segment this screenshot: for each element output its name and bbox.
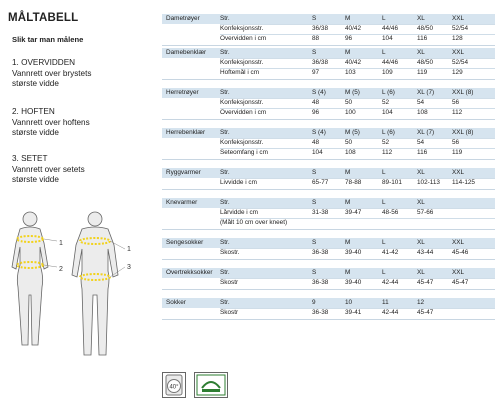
size-cell: XL xyxy=(417,239,425,246)
size-cell: 96 xyxy=(345,35,353,42)
size-cell: 36/38 xyxy=(312,59,328,66)
section-6 xyxy=(162,238,495,264)
size-cell: 39-40 xyxy=(345,279,362,286)
section-3 xyxy=(162,128,495,164)
row-label: Str. xyxy=(220,129,230,136)
row-label: Str. xyxy=(220,15,230,22)
size-cell: 48/50 xyxy=(417,59,433,66)
size-cell: S xyxy=(312,269,317,276)
size-cell: 65-77 xyxy=(312,179,329,186)
row-divider xyxy=(220,138,495,139)
size-cell: M xyxy=(345,15,351,22)
step-overvidden xyxy=(12,58,91,90)
table-row xyxy=(162,148,495,158)
table-row xyxy=(162,138,495,148)
wash-temp-text: 40° xyxy=(169,384,179,391)
size-cell: S xyxy=(312,169,317,176)
section-divider xyxy=(162,289,495,290)
section-divider xyxy=(162,229,495,230)
size-cell: 52/54 xyxy=(452,59,468,66)
size-cell: S xyxy=(312,199,317,206)
size-cell: 128 xyxy=(452,35,463,42)
section-name: Herretrøyer xyxy=(166,89,199,96)
table-row xyxy=(162,278,495,288)
size-cell: XL xyxy=(417,269,425,276)
section-header-band xyxy=(162,14,495,24)
section-header-band xyxy=(162,238,495,248)
size-cell: XL (7) xyxy=(417,89,435,96)
measurement-figures xyxy=(0,205,160,405)
size-cell: 39-40 xyxy=(345,249,362,256)
section-name: Overtrekksokker xyxy=(166,269,213,276)
table-row xyxy=(162,238,495,248)
section-name: Sokker xyxy=(166,299,186,306)
table-row xyxy=(162,208,495,218)
row-divider xyxy=(220,308,495,309)
figure-label: 2 xyxy=(59,266,63,273)
wash-40-icon xyxy=(162,372,186,398)
size-cell: 88 xyxy=(312,35,320,42)
row-label: Overvidden i cm xyxy=(220,109,267,116)
section-divider xyxy=(162,189,495,190)
step-setet xyxy=(12,154,85,186)
size-cell: 9 xyxy=(312,299,316,306)
row-label: Str. xyxy=(220,89,230,96)
section-name: Damebenklær xyxy=(166,49,207,56)
size-cell: M xyxy=(345,239,351,246)
table-row xyxy=(162,268,495,278)
section-divider xyxy=(162,159,495,160)
size-cell: 119 xyxy=(452,149,463,156)
size-cell: 54 xyxy=(417,99,425,106)
figure-label: 3 xyxy=(127,264,131,271)
row-label: (Målt 10 cm over kneet) xyxy=(220,219,288,226)
section-header-band xyxy=(162,88,495,98)
figure-label: 1 xyxy=(127,246,131,253)
section-divider xyxy=(162,79,495,80)
size-cell: 57-66 xyxy=(417,209,434,216)
size-cell: 102-113 xyxy=(417,179,440,186)
size-cell: L xyxy=(382,239,386,246)
size-cell: XXL xyxy=(452,169,465,176)
section-7 xyxy=(162,268,495,294)
section-header-band xyxy=(162,298,495,308)
section-header-band xyxy=(162,168,495,178)
eco-label-icon xyxy=(194,372,228,398)
size-cell: 56 xyxy=(452,99,460,106)
table-row xyxy=(162,108,495,118)
size-cell: 116 xyxy=(417,35,428,42)
row-label: Str. xyxy=(220,169,230,176)
size-cell: M xyxy=(345,269,351,276)
size-cell: 52 xyxy=(382,99,390,106)
size-cell: 48 xyxy=(312,139,320,146)
size-cell: L xyxy=(382,269,386,276)
size-cell: 116 xyxy=(417,149,428,156)
table-row xyxy=(162,128,495,138)
size-cell: 45-47 xyxy=(452,279,469,286)
row-label: Str. xyxy=(220,199,230,206)
table-row xyxy=(162,308,495,318)
figure-label: 1 xyxy=(59,240,63,247)
size-cell: 45-47 xyxy=(417,309,434,316)
size-cell: S (4) xyxy=(312,129,326,136)
size-cell: 52/54 xyxy=(452,25,468,32)
size-cell: 45-46 xyxy=(452,249,469,256)
table-row xyxy=(162,218,495,228)
size-cell: 97 xyxy=(312,69,320,76)
page-title: MÅLTABELL xyxy=(8,12,79,24)
row-divider xyxy=(220,218,495,219)
step-line: største vidde xyxy=(12,79,59,88)
step-line: største vidde xyxy=(12,175,59,184)
row-label: Str. xyxy=(220,49,230,56)
section-divider xyxy=(162,259,495,260)
section-5 xyxy=(162,198,495,234)
size-cell: 108 xyxy=(417,109,428,116)
row-label: Konfeksjonsstr. xyxy=(220,99,264,106)
male-figure xyxy=(72,212,118,355)
row-label: Skostr xyxy=(220,279,239,286)
size-cell: 104 xyxy=(382,109,393,116)
size-cell: L (6) xyxy=(382,129,395,136)
section-name: Ryggvarmer xyxy=(166,169,201,176)
size-cell: M xyxy=(345,169,351,176)
row-divider xyxy=(220,24,495,25)
size-cell: 52 xyxy=(382,139,390,146)
size-cell: L xyxy=(382,49,386,56)
size-cell: 78-88 xyxy=(345,179,362,186)
section-name: Dametrøyer xyxy=(166,15,200,22)
size-cell: 112 xyxy=(452,109,463,116)
row-divider xyxy=(220,98,495,99)
size-cell: 36-38 xyxy=(312,309,329,316)
size-table xyxy=(162,14,495,324)
size-cell: 40/42 xyxy=(345,25,361,32)
size-cell: S (4) xyxy=(312,89,326,96)
section-name: Herrebenklær xyxy=(166,129,206,136)
size-cell: 89-101 xyxy=(382,179,402,186)
step-hoften xyxy=(12,107,90,139)
size-cell: 48/50 xyxy=(417,25,433,32)
size-cell: 129 xyxy=(452,69,463,76)
section-name: Sengesokker xyxy=(166,239,204,246)
row-label: Hoftemål i cm xyxy=(220,69,260,76)
step-line: største vidde xyxy=(12,128,59,137)
table-row xyxy=(162,178,495,188)
table-row xyxy=(162,298,495,308)
size-cell: S xyxy=(312,239,317,246)
size-cell: 54 xyxy=(417,139,425,146)
size-cell: 96 xyxy=(312,109,320,116)
row-label: Overvidden i cm xyxy=(220,35,267,42)
row-divider xyxy=(220,178,495,179)
table-row xyxy=(162,58,495,68)
table-row xyxy=(162,88,495,98)
size-cell: 12 xyxy=(417,299,425,306)
size-cell: 42-44 xyxy=(382,309,399,316)
section-0 xyxy=(162,14,495,44)
row-divider xyxy=(220,248,495,249)
size-cell: 114-125 xyxy=(452,179,475,186)
section-name: Knevarmer xyxy=(166,199,198,206)
table-row xyxy=(162,24,495,34)
size-cell: 109 xyxy=(382,69,393,76)
row-label: Konfeksjonsstr. xyxy=(220,25,264,32)
size-cell: 104 xyxy=(312,149,323,156)
section-divider xyxy=(162,319,495,320)
size-cell: 36/38 xyxy=(312,25,328,32)
page-subtitle: Slik tar man målene xyxy=(12,35,84,44)
row-divider xyxy=(220,108,495,109)
section-1 xyxy=(162,48,495,84)
row-label: Str. xyxy=(220,239,230,246)
size-cell: XXL (8) xyxy=(452,129,474,136)
row-label: Lårvidde i cm xyxy=(220,209,259,216)
size-cell: XXL (8) xyxy=(452,89,474,96)
section-header-band xyxy=(162,48,495,58)
section-header-band xyxy=(162,198,495,208)
size-cell: 40/42 xyxy=(345,59,361,66)
size-cell: 108 xyxy=(345,149,356,156)
step-line: 2. HOFTEN xyxy=(12,107,55,116)
size-cell: 42-44 xyxy=(382,279,399,286)
row-label: Livvidde i cm xyxy=(220,179,257,186)
size-cell: XXL xyxy=(452,269,465,276)
size-cell: L (6) xyxy=(382,89,395,96)
size-cell: 36-38 xyxy=(312,279,329,286)
row-divider xyxy=(220,58,495,59)
row-label: Str. xyxy=(220,299,230,306)
size-cell: M xyxy=(345,49,351,56)
size-cell: M (5) xyxy=(345,89,360,96)
step-line: 3. SETET xyxy=(12,154,48,163)
table-row xyxy=(162,48,495,58)
section-header-band xyxy=(162,128,495,138)
row-label: Seteomfang i cm xyxy=(220,149,268,156)
size-cell: M (5) xyxy=(345,129,360,136)
size-cell: 112 xyxy=(382,149,393,156)
size-cell: XL xyxy=(417,199,425,206)
size-cell: 31-38 xyxy=(312,209,329,216)
size-cell: 119 xyxy=(417,69,428,76)
size-cell: 44/46 xyxy=(382,25,398,32)
step-line: Vannrett over setets xyxy=(12,164,85,174)
size-cell: XL xyxy=(417,169,425,176)
size-cell: XL xyxy=(417,49,425,56)
step-line: Vannrett over brystets xyxy=(12,68,92,78)
size-cell: 10 xyxy=(345,299,353,306)
size-cell: 48 xyxy=(312,99,320,106)
row-divider xyxy=(220,148,495,149)
table-row xyxy=(162,34,495,44)
size-cell: 41-42 xyxy=(382,249,399,256)
step-line: Vannrett over hoftens xyxy=(12,117,90,127)
size-cell: 39-47 xyxy=(345,209,362,216)
table-row xyxy=(162,248,495,258)
table-row xyxy=(162,68,495,78)
instructions-panel xyxy=(0,0,160,408)
size-cell: XXL xyxy=(452,239,465,246)
table-row xyxy=(162,14,495,24)
size-cell: 50 xyxy=(345,139,353,146)
section-8 xyxy=(162,298,495,324)
section-2 xyxy=(162,88,495,124)
row-divider xyxy=(220,278,495,279)
size-cell: S xyxy=(312,15,317,22)
size-cell: M xyxy=(345,199,351,206)
table-row xyxy=(162,198,495,208)
size-cell: 50 xyxy=(345,99,353,106)
size-cell: 104 xyxy=(382,35,393,42)
female-figure xyxy=(12,212,48,345)
section-4 xyxy=(162,168,495,194)
size-cell: XXL xyxy=(452,49,465,56)
size-cell: 44/46 xyxy=(382,59,398,66)
row-divider xyxy=(220,68,495,69)
size-cell: L xyxy=(382,169,386,176)
row-label: Skostr xyxy=(220,309,239,316)
size-cell: 100 xyxy=(345,109,356,116)
size-cell: XXL xyxy=(452,15,465,22)
row-label: Konfeksjonsstr. xyxy=(220,139,264,146)
size-cell: 39-41 xyxy=(345,309,362,316)
size-cell: L xyxy=(382,15,386,22)
row-label: Skostr. xyxy=(220,249,240,256)
row-divider xyxy=(220,34,495,35)
size-cell: 103 xyxy=(345,69,356,76)
step-line: 1. OVERVIDDEN xyxy=(12,58,76,67)
table-row xyxy=(162,98,495,108)
row-label: Konfeksjonsstr. xyxy=(220,59,264,66)
size-cell: 43-44 xyxy=(417,249,434,256)
size-cell: XL xyxy=(417,15,425,22)
size-cell: XL (7) xyxy=(417,129,435,136)
row-divider xyxy=(220,208,495,209)
size-cell: L xyxy=(382,199,386,206)
section-divider xyxy=(162,119,495,120)
table-row xyxy=(162,168,495,178)
size-cell: 48-56 xyxy=(382,209,399,216)
row-label: Str. xyxy=(220,269,230,276)
size-cell: 56 xyxy=(452,139,460,146)
size-cell: 36-38 xyxy=(312,249,329,256)
size-cell: 11 xyxy=(382,299,389,306)
size-cell: 45-47 xyxy=(417,279,434,286)
size-cell: S xyxy=(312,49,317,56)
section-divider xyxy=(162,45,495,46)
